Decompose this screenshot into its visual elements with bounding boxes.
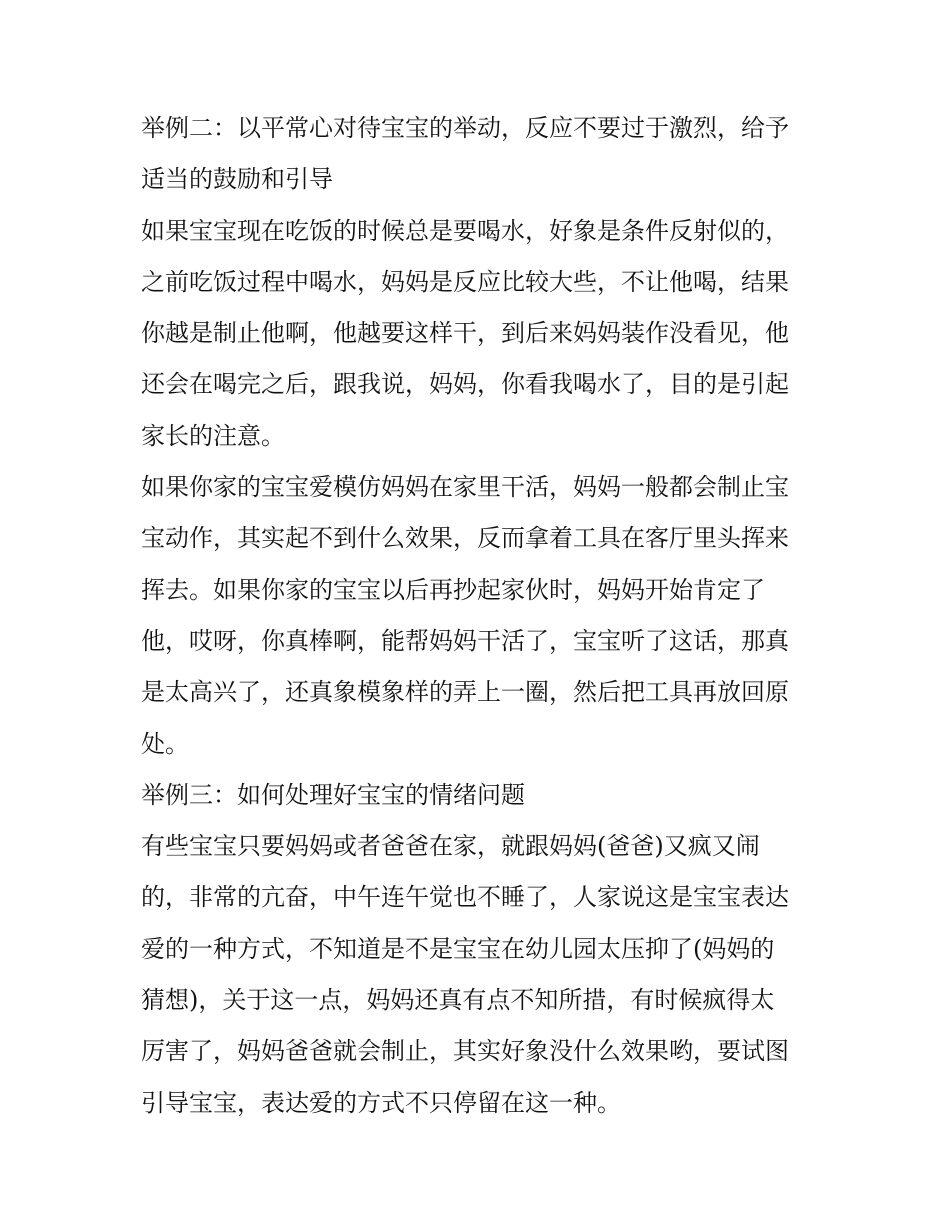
paragraph-line: 引导宝宝，表达爱的方式不只停留在这一种。 (141, 1088, 621, 1117)
heading-example-two-cont: 适当的鼓励和引导 (141, 165, 333, 194)
paragraph-line: 家长的注意。 (141, 421, 285, 450)
paragraph-line: 还会在喝完之后，跟我说，妈妈，你看我喝水了，目的是引起 (141, 370, 789, 399)
paragraph-line: 厉害了，妈妈爸爸就会制止，其实好象没什么效果哟，要试图 (141, 1037, 789, 1066)
paragraph-line: 有些宝宝只要妈妈或者爸爸在家，就跟妈妈(爸爸)又疯又闹 (141, 832, 760, 861)
paragraph-line: 处。 (141, 729, 189, 758)
paragraph-line: 猜想)，关于这一点，妈妈还真有点不知所措，有时候疯得太 (141, 986, 775, 1015)
paragraph-line: 他，哎呀，你真棒啊，能帮妈妈干活了，宝宝听了这话，那真 (141, 626, 789, 655)
document-page (141, 103, 816, 1129)
paragraph-line: 是太高兴了，还真象模象样的弄上一圈，然后把工具再放回原 (141, 678, 789, 707)
paragraph-line: 你越是制止他啊，他越要这样干，到后来妈妈装作没看见，他 (141, 319, 789, 348)
paragraph-line: 如果你家的宝宝爱模仿妈妈在家里干活，妈妈一般都会制止宝 (141, 473, 789, 502)
heading-example-three: 举例三：如何处理好宝宝的情绪问题 (141, 780, 525, 809)
paragraph-line: 之前吃饭过程中喝水，妈妈是反应比较大些，不让他喝，结果 (141, 267, 789, 296)
paragraph-line: 爱的一种方式，不知道是不是宝宝在幼儿园太压抑了(妈妈的 (141, 934, 775, 963)
heading-example-two: 举例二：以平常心对待宝宝的举动，反应不要过于激烈，给予 (141, 114, 789, 142)
paragraph-line: 如果宝宝现在吃饭的时候总是要喝水，好象是条件反射似的， (141, 216, 789, 245)
paragraph-line: 挥去。如果你家的宝宝以后再抄起家伙时，妈妈开始肯定了 (141, 575, 765, 604)
paragraph-line: 的，非常的亢奋，中午连午觉也不睡了，人家说这是宝宝表达 (141, 883, 789, 912)
paragraph-line: 宝动作，其实起不到什么效果，反而拿着工具在客厅里头挥来 (141, 524, 789, 553)
